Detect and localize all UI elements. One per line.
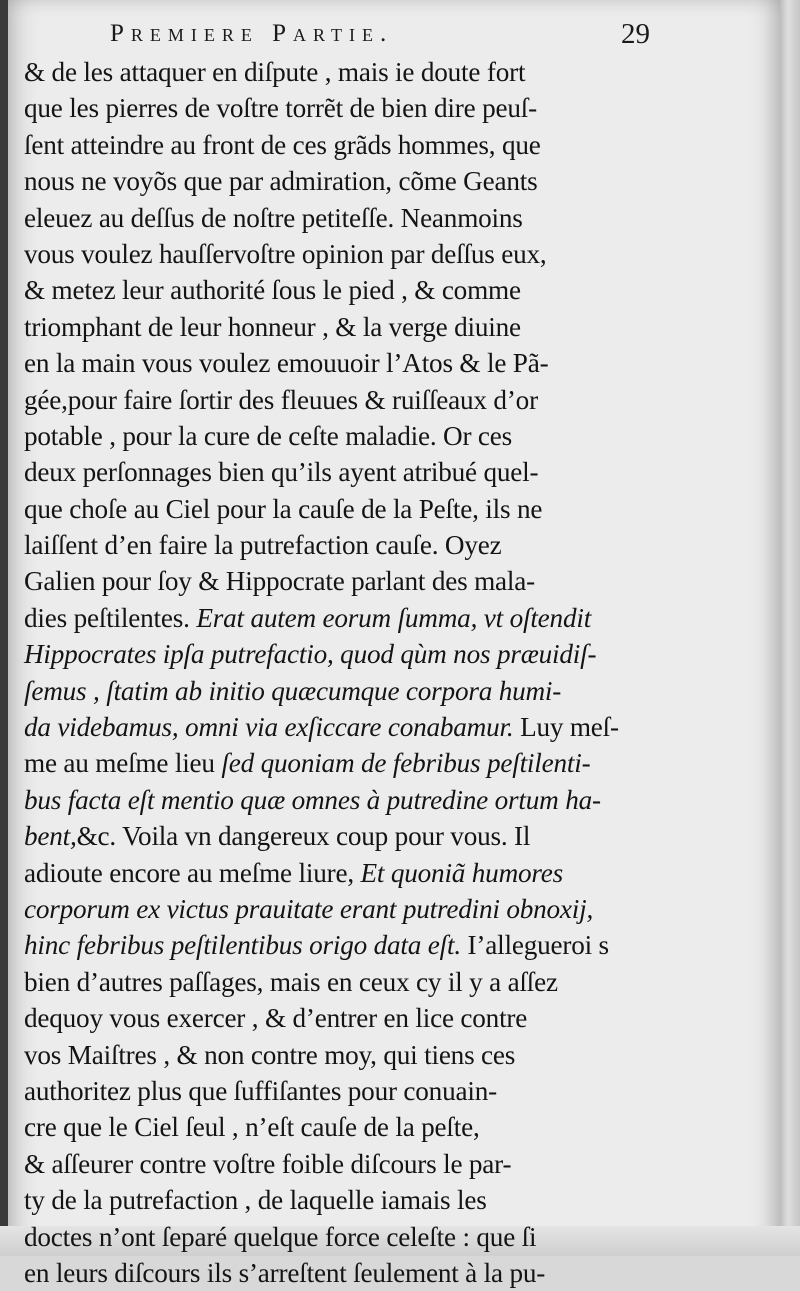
text-line: [24, 1037, 664, 1073]
text-line: [24, 236, 664, 272]
text-line: [24, 891, 664, 927]
roman-text: ſent atteindre au front de ces grãds hommes, que: [24, 129, 541, 160]
roman-text: dequoy vous exercer , & d’entrer en lice contre: [24, 1003, 528, 1034]
text-line: [24, 127, 664, 163]
text-line: [24, 855, 664, 891]
text-line: [24, 163, 664, 199]
text-line: [24, 454, 664, 490]
roman-text: cre que le Ciel ſeul , n’eſt cauſe de la peſte,: [24, 1112, 480, 1143]
roman-text: potable , pour la cure de ceſte maladie. Or ces: [24, 420, 513, 451]
latin-quotation: ſed quoniam de febribus peſtilenti-: [221, 748, 591, 779]
roman-text: en la main vous voulez emouuoir l’Atos & le Pã-: [24, 348, 549, 379]
roman-text: eleuez au deſſus de noſtre petiteſſe. Neanmoins: [24, 202, 523, 233]
text-line: [24, 1255, 664, 1291]
roman-text: ty de la putrefaction , de laquelle iamais les: [24, 1185, 487, 1216]
text-line: [24, 563, 664, 599]
roman-text: me au meſme lieu: [24, 748, 222, 779]
page-header: [110, 14, 650, 54]
roman-text: doctes n’ont ſeparé quelque force celeſte : que ſi: [24, 1221, 537, 1252]
roman-text: & aſſeurer contre voſtre foible diſcours le par-: [24, 1148, 512, 1179]
text-line: [24, 709, 664, 745]
text-line: [24, 345, 664, 381]
roman-text: que les pierres de voſtre torrẽt de bien dire peuſ-: [24, 93, 537, 124]
text-line: [24, 818, 664, 854]
roman-text: que choſe au Ciel pour la cauſe de la Peſte, ils ne: [24, 493, 543, 524]
roman-text: authoritez plus que ſuffiſantes pour conuain-: [24, 1075, 497, 1106]
text-line: [24, 636, 664, 672]
page-edge-right: [780, 0, 800, 1256]
roman-text: deux perſonnages bien qu’ils ayent atribué quel-: [24, 457, 539, 488]
text-line: [24, 1073, 664, 1109]
text-line: [24, 782, 664, 818]
text-line: [24, 418, 664, 454]
text-line: [24, 90, 664, 126]
text-line: [24, 1219, 664, 1255]
body-text: [24, 54, 664, 1291]
text-line: [24, 1146, 664, 1182]
roman-text: I’allegueroi s: [460, 930, 609, 961]
text-line: [24, 1000, 664, 1036]
text-line: [24, 272, 664, 308]
text-line: [24, 491, 664, 527]
roman-text: Galien pour ſoy & Hippocrate parlant des mala-: [24, 566, 535, 597]
roman-text: & metez leur authorité ſous le pied , & comme: [24, 275, 521, 306]
text-line: [24, 1182, 664, 1218]
roman-text: laiſſent d’en faire la putrefaction cauſe. Oyez: [24, 530, 502, 561]
roman-text: & de les attaquer en diſpute , mais ie doute fort: [24, 57, 526, 87]
roman-text: gée,pour faire ſortir des fleuues & ruiſſeaux d’or: [24, 384, 538, 415]
text-line: [24, 382, 664, 418]
latin-quotation: da videbamus, omni via exſiccare conabamur.: [24, 712, 514, 743]
latin-quotation: bent,: [24, 821, 77, 852]
text-line: [24, 673, 664, 709]
latin-quotation: bus facta eſt mentio quæ omnes à putredine ortum ha-: [24, 784, 601, 815]
latin-quotation: Hippocrates ipſa putrefactio, quod qùm nos præuidiſ-: [24, 639, 597, 670]
text-line: [24, 1109, 664, 1145]
latin-quotation: Et quoniã humores: [360, 857, 564, 888]
text-line: [24, 309, 664, 345]
latin-quotation: ſemus , ſtatim ab initio quæcumque corpora humi-: [24, 675, 562, 706]
roman-text: nous ne voyõs que par admiration, cõme Geants: [24, 166, 538, 197]
roman-text: adioute encore au meſme liure,: [24, 857, 361, 888]
text-line: [24, 964, 664, 1000]
text-line: [24, 200, 664, 236]
text-line: [24, 600, 664, 636]
roman-text: dies peſtilentes.: [24, 602, 197, 633]
roman-text: bien d’autres paſſages, mais en ceux cy il y a aſſez: [24, 966, 558, 997]
running-head: Premiere Partie.: [110, 20, 394, 47]
roman-text: vous voulez hauſſervoſtre opinion par deſſus eux,: [24, 238, 547, 269]
text-line: [24, 54, 664, 90]
roman-text: Luy meſ-: [513, 712, 619, 743]
roman-text: vos Maiſtres , & non contre moy, qui tiens ces: [24, 1039, 516, 1070]
text-line: [24, 927, 664, 963]
page-number: 29: [621, 18, 650, 50]
latin-quotation: hinc febribus peſtilentibus origo data eſt.: [24, 930, 461, 961]
binding-gutter: [0, 0, 8, 1256]
text-line: [24, 745, 664, 781]
roman-text: &c. Voila vn dangereux coup pour vous. Il: [76, 821, 531, 852]
latin-quotation: corporum ex victus prauitate erant putredini obnoxij,: [24, 893, 594, 924]
roman-text: en leurs diſcours ils s’arreſtent ſeulement à la pu-: [24, 1257, 546, 1288]
text-line: [24, 527, 664, 563]
latin-quotation: Erat autem eorum ſumma, vt oſtendit: [196, 602, 592, 633]
roman-text: triomphant de leur honneur , & la verge diuine: [24, 311, 521, 342]
